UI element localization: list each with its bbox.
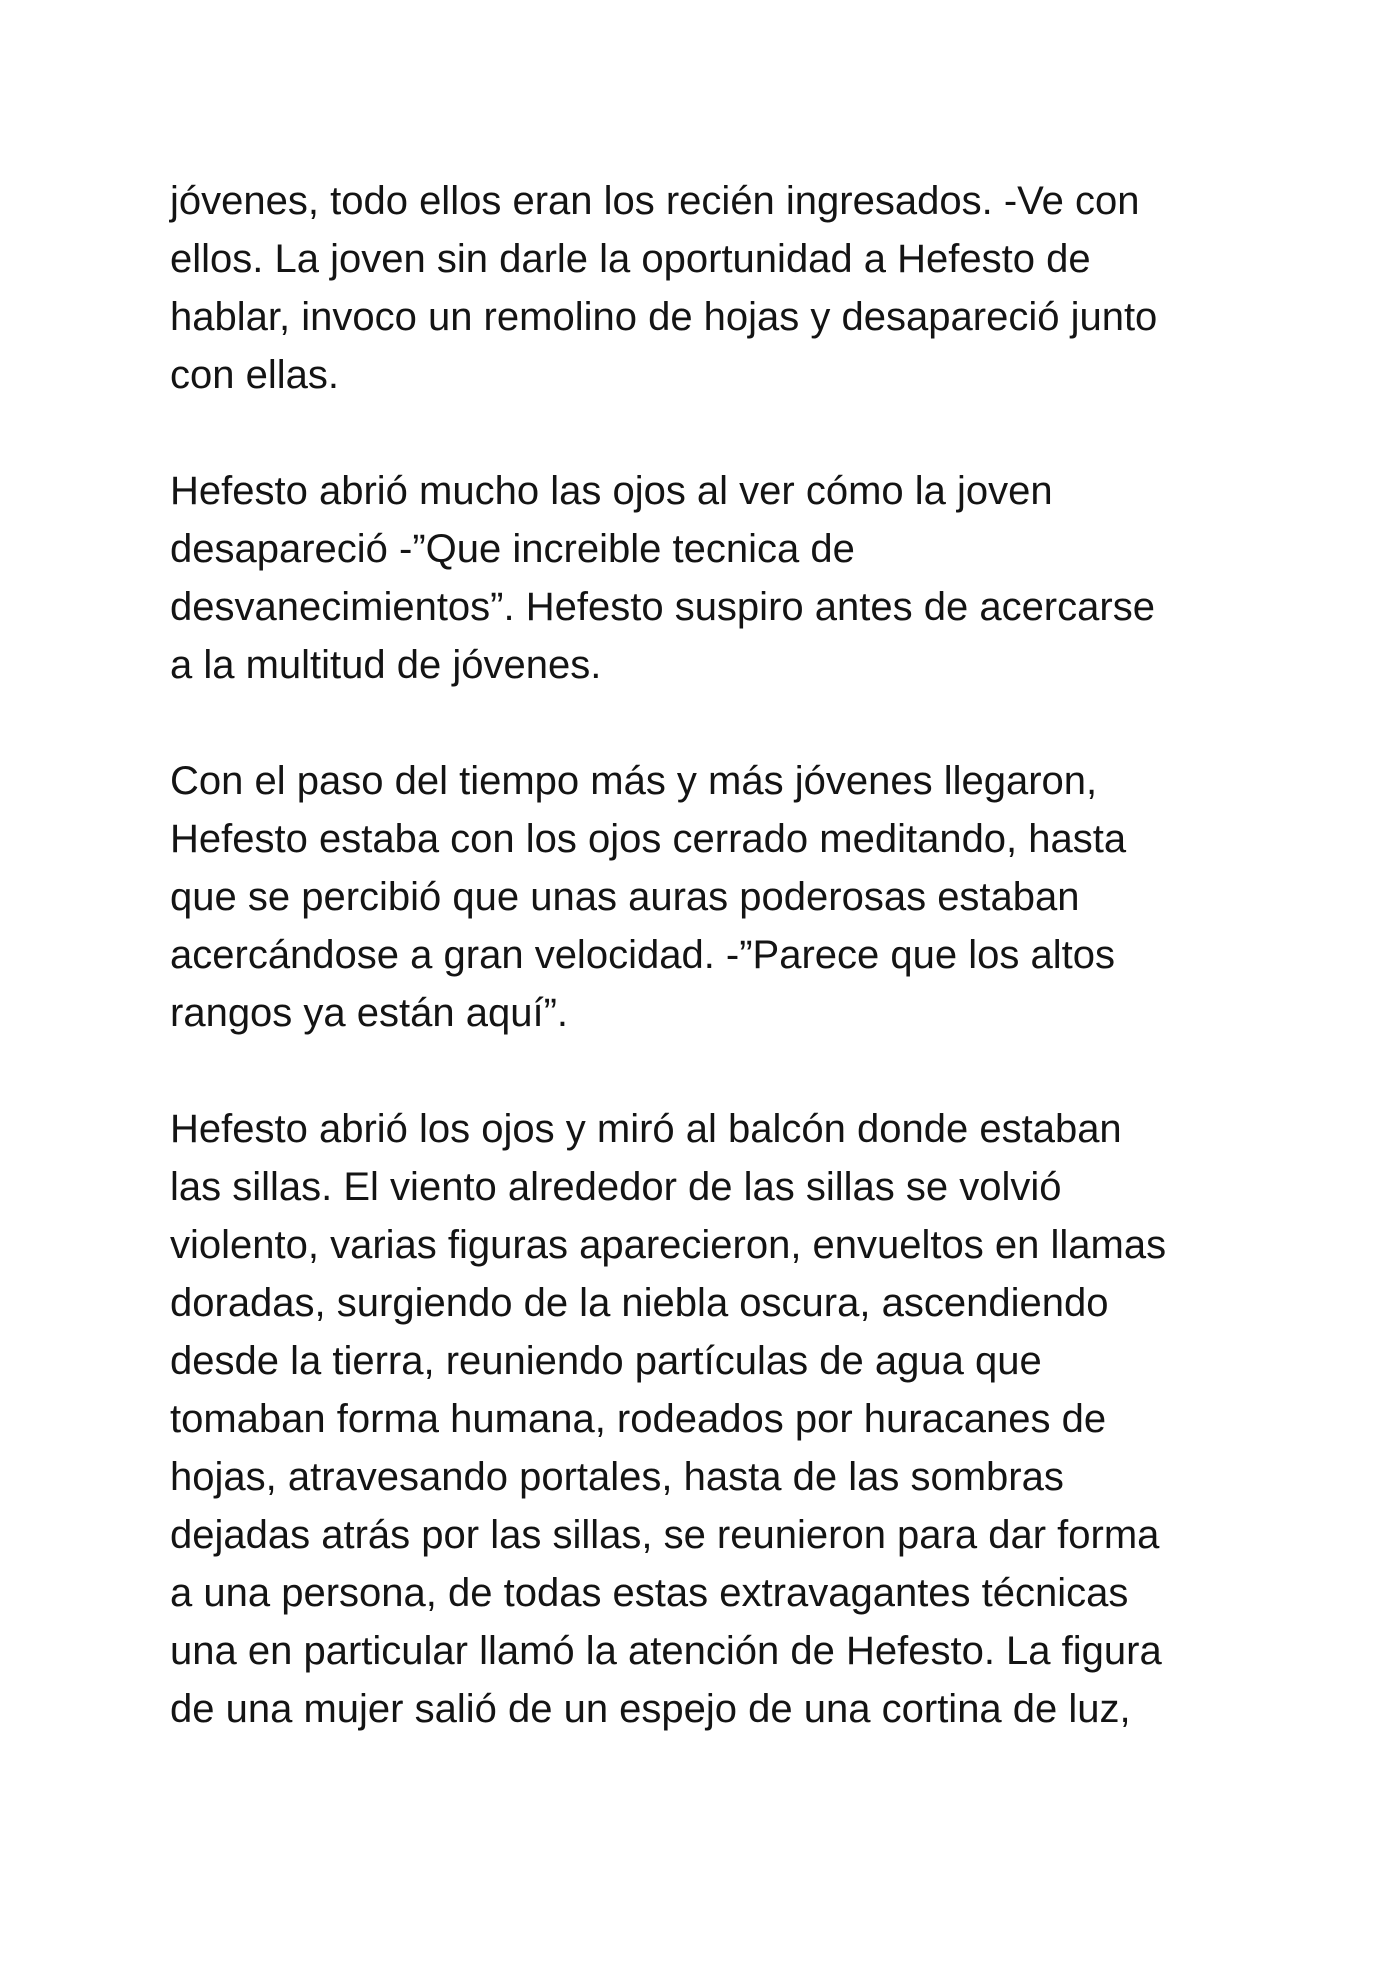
text-line: tomaban forma humana, rodeados por huracanes de bbox=[170, 1397, 1107, 1441]
text-line: Hefesto abrió los ojos y miró al balcón donde estaban bbox=[170, 1107, 1122, 1151]
text-line: a la multitud de jóvenes. bbox=[170, 643, 602, 687]
text-line: desvanecimientos”. Hefesto suspiro antes de acercarse bbox=[170, 585, 1155, 629]
paragraph-2 bbox=[170, 462, 1250, 694]
text-line: que se percibió que unas auras poderosas estaban bbox=[170, 875, 1080, 919]
paragraph-4 bbox=[170, 1100, 1250, 1738]
text-line: desde la tierra, reuniendo partículas de agua que bbox=[170, 1339, 1042, 1383]
text-line: violento, varias figuras aparecieron, envueltos en llamas bbox=[170, 1223, 1167, 1267]
text-line: con ellas. bbox=[170, 353, 339, 397]
paragraph-1 bbox=[170, 172, 1250, 404]
text-line: Hefesto estaba con los ojos cerrado meditando, hasta bbox=[170, 817, 1127, 861]
text-line: Con el paso del tiempo más y más jóvenes llegaron, bbox=[170, 759, 1098, 803]
text-line: dejadas atrás por las sillas, se reunieron para dar forma bbox=[170, 1513, 1160, 1557]
text-line: a una persona, de todas estas extravagantes técnicas bbox=[170, 1571, 1129, 1615]
text-line: las sillas. El viento alrededor de las sillas se volvió bbox=[170, 1165, 1062, 1209]
document-body bbox=[170, 172, 1250, 1738]
text-line: hablar, invoco un remolino de hojas y desapareció junto bbox=[170, 295, 1158, 339]
text-line: hojas, atravesando portales, hasta de las sombras bbox=[170, 1455, 1064, 1499]
text-line: Hefesto abrió mucho las ojos al ver cómo la joven bbox=[170, 469, 1053, 513]
text-line: rangos ya están aquí”. bbox=[170, 991, 569, 1035]
text-line: doradas, surgiendo de la niebla oscura, ascendiendo bbox=[170, 1281, 1109, 1325]
text-line: una en particular llamó la atención de Hefesto. La figura bbox=[170, 1629, 1162, 1673]
text-line: desapareció -”Que increible tecnica de bbox=[170, 527, 855, 571]
text-line: ellos. La joven sin darle la oportunidad a Hefesto de bbox=[170, 237, 1091, 281]
paragraph-3 bbox=[170, 752, 1250, 1042]
text-line: jóvenes, todo ellos eran los recién ingresados. -Ve con bbox=[170, 179, 1140, 223]
text-line: de una mujer salió de un espejo de una cortina de luz, bbox=[170, 1687, 1131, 1731]
text-line: acercándose a gran velocidad. -”Parece que los altos bbox=[170, 933, 1115, 977]
